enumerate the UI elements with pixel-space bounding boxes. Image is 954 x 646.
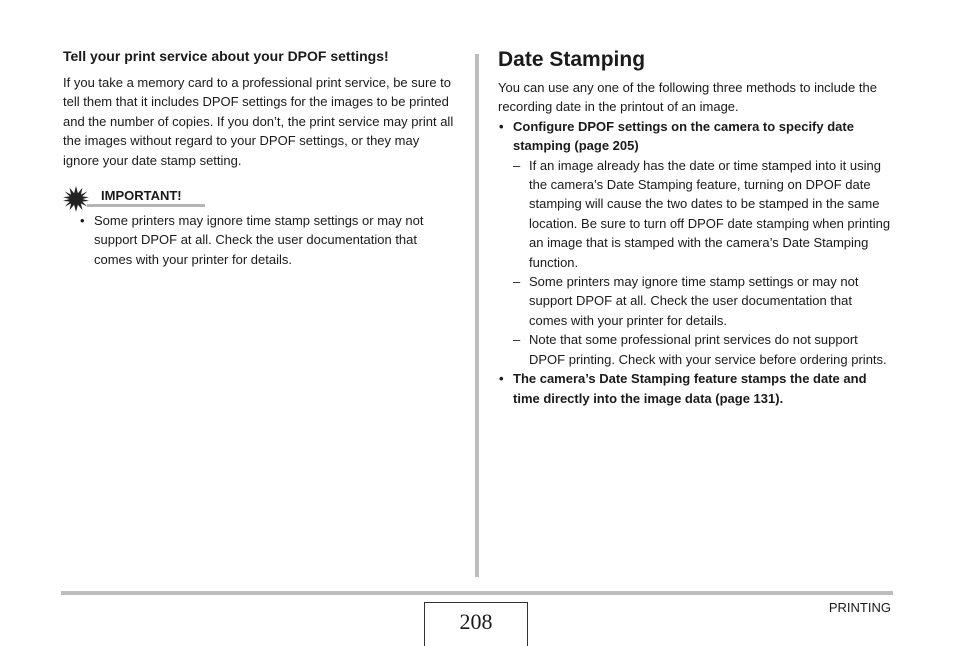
important-item: • Some printers may ignore time stamp settings or may not support DPOF at all. Check the user documentation that comes with your printer for details.	[63, 211, 453, 269]
print-service-paragraph: If you take a memory card to a professional print service, be sure to tell them that it includes DPOF settings for the images to be printed and the number of copies. If you don’t, the print service may print all the images without regard to your DPOF settings, or they may ignore your date stamp setting.	[63, 75, 454, 168]
right-column	[498, 46, 893, 408]
date-stamping-intro: You can use any one of the following three methods to include the recording date in the printout of an image.	[498, 80, 877, 115]
method-subitem: – If an image already has the date or time stamped into it using the camera’s Date Stamping feature, turning on DPOF date stamping will cause the two dates to be stamped in the same location. Be sure to turn off DPOF date stamping when printing an image that is stamped with the camera’s Date Stamping function.	[513, 156, 893, 272]
starburst-icon	[63, 186, 89, 212]
important-underline	[87, 204, 205, 207]
important-label: IMPORTANT!	[101, 188, 182, 203]
left-column	[63, 47, 458, 170]
important-header	[63, 186, 463, 208]
method-subitem: – Note that some professional print services do not support DPOF printing. Check with your service before ordering prints.	[513, 330, 893, 369]
print-service-heading: Tell your print service about your DPOF settings!	[63, 48, 389, 64]
method-subitems	[513, 156, 893, 369]
method-text: • The camera’s Date Stamping feature stamps the date and time directly into the image data (page 131).	[513, 371, 867, 406]
column-divider	[475, 54, 479, 577]
section-name: PRINTING	[828, 600, 891, 615]
method-subitem: – Some printers may ignore time stamp settings or may not support DPOF at all. Check the user documentation that comes with your printer for details.	[513, 272, 893, 330]
footer-rule	[61, 591, 893, 595]
method-item	[498, 117, 893, 369]
date-stamping-title: Date Stamping	[498, 48, 646, 71]
important-list	[63, 211, 453, 269]
important-note	[63, 186, 463, 267]
method-item	[498, 369, 893, 408]
page-number: 208	[424, 602, 528, 646]
methods-list	[498, 117, 893, 408]
method-text: • Configure DPOF settings on the camera to specify date stamping (page 205)	[513, 118, 854, 154]
